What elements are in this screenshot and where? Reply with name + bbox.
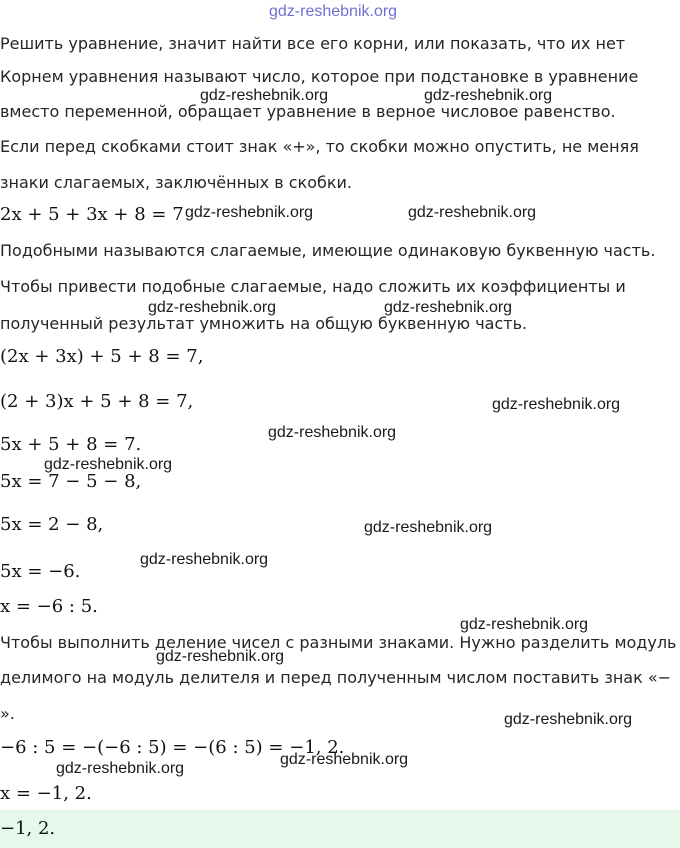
watermark: gdz-reshebnik.org [156, 648, 285, 665]
watermark: gdz-reshebnik.org [148, 299, 277, 316]
rule-root-line-2: вместо переменной, обращает уравнение в верное числовое равенство. [0, 102, 616, 121]
watermark: gdz-reshebnik.org [200, 87, 329, 104]
watermark: gdz-reshebnik.org [408, 204, 537, 221]
watermark: gdz-reshebnik.org [504, 711, 633, 728]
answer-value: −1, 2. [0, 818, 56, 839]
rule-like-terms: Подобными называются слагаемые, имеющие одинаковую буквенную часть. [0, 241, 656, 260]
watermark: gdz-reshebnik.org [268, 424, 397, 441]
equation-step-6: 5x = 2 − 8, [0, 514, 104, 535]
rule-combine-line-2: полученный результат умножить на общую буквенную часть. [0, 314, 528, 333]
answer-box [0, 810, 680, 848]
watermark-top: gdz-reshebnik.org [269, 3, 398, 20]
rule-division-line-3: ». [0, 704, 15, 723]
watermark: gdz-reshebnik.org [424, 87, 553, 104]
watermark: gdz-reshebnik.org [460, 616, 589, 633]
equation-step-4: 5x + 5 + 8 = 7. [0, 434, 142, 455]
equation-step-8: x = −6 : 5. [0, 596, 98, 617]
equation-step-1: 2x + 5 + 3x + 8 = 7 [0, 204, 184, 225]
watermark: gdz-reshebnik.org [280, 751, 409, 768]
rule-equation-solving: Решить уравнение, значит найти все его корни, или показать, что их нет [0, 34, 626, 53]
watermark: gdz-reshebnik.org [140, 551, 269, 568]
equation-step-9: −6 : 5 = −(−6 : 5) = −(6 : 5) = −1, 2. [0, 737, 345, 758]
watermark: gdz-reshebnik.org [492, 396, 621, 413]
rule-division-line-1: Чтобы выполнить деление чисел с разными знаками. Нужно разделить модуль [0, 633, 677, 652]
watermark: gdz-reshebnik.org [364, 519, 493, 536]
watermark: gdz-reshebnik.org [185, 204, 314, 221]
equation-step-7: 5x = −6. [0, 561, 81, 582]
rule-root-line-1: Корнем уравнения называют число, которое при подстановке в уравнение [0, 67, 639, 86]
equation-step-10: x = −1, 2. [0, 783, 92, 804]
equation-step-2: (2x + 3x) + 5 + 8 = 7, [0, 346, 204, 367]
equation-step-5: 5x = 7 − 5 − 8, [0, 471, 142, 492]
watermark: gdz-reshebnik.org [44, 456, 173, 473]
rule-brackets-line-1: Если перед скобками стоит знак «+», то скобки можно опустить, не меняя [0, 137, 639, 156]
rule-combine-line-1: Чтобы привести подобные слагаемые, надо сложить их коэффициенты и [0, 277, 626, 296]
watermark: gdz-reshebnik.org [56, 760, 185, 777]
watermark: gdz-reshebnik.org [384, 299, 513, 316]
rule-brackets-line-2: знаки слагаемых, заключённых в скобки. [0, 173, 353, 192]
equation-step-3: (2 + 3)x + 5 + 8 = 7, [0, 391, 194, 412]
rule-division-line-2: делимого на модуль делителя и перед полученным числом поставить знак «− [0, 668, 672, 687]
